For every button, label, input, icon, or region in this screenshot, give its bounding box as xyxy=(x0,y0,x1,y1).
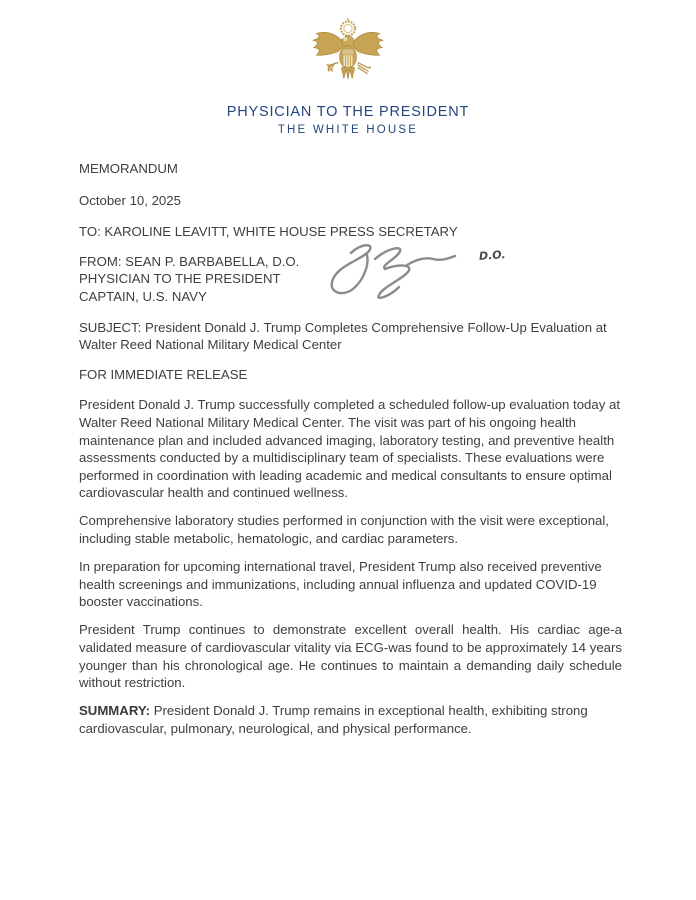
body-paragraph: President Donald J. Trump successfully completed a scheduled follow-up evaluation today at Walter Reed National Military Medical Center. The visit was part of his ongoing health maintenance plan and included advanced imaging, laboratory testing, and preventive health assessments conducted by a multidisciplinary team of specialists. These evaluations were performed in coordination with leading academic and medical consultants to ensure optimal cardiovascular health and continued wellness. xyxy=(79,397,620,501)
doc-type-heading: MEMORANDUM xyxy=(79,161,178,176)
to-line: TO: KAROLINE LEAVITT, WHITE HOUSE PRESS SECRETARY xyxy=(79,224,458,240)
letterhead-org-title: THE WHITE HOUSE xyxy=(277,124,419,136)
memo-body xyxy=(79,160,622,748)
body-paragraph: In preparation for upcoming international travel, President Trump also received preventive health screenings and immunizations, including annual influenza and updated COVID-19 booster vaccinations. xyxy=(79,559,602,610)
presidential-eagle-seal-icon xyxy=(305,16,391,96)
release-line: FOR IMMEDIATE RELEASE xyxy=(79,366,248,382)
from-rank-line: CAPTAIN, U.S. NAVY xyxy=(79,288,207,304)
signature-annotation: D.O. xyxy=(478,247,507,263)
from-block xyxy=(79,247,622,306)
body-paragraph: Comprehensive laboratory studies performed in conjunction with the visit were exceptional, including stable metabolic, hematologic, and cardiac parameters. xyxy=(79,513,609,546)
summary-paragraph xyxy=(79,702,622,737)
letterhead xyxy=(0,0,696,136)
body-paragraph: President Trump continues to demonstrate excellent overall health. His cardiac age-a validated measure of cardiovascular vitality via ECG-was found to be approximately 14 years younger than his chronological age. He continues to maintain a demanding daily schedule without restriction. xyxy=(79,622,622,691)
subject-line: SUBJECT: President Donald J. Trump Completes Comprehensive Follow-Up Evaluation at Walter Reed National Military Medical Center xyxy=(79,319,607,353)
from-line: FROM: SEAN P. BARBABELLA, D.O. xyxy=(79,253,300,269)
summary-label: SUMMARY: xyxy=(79,703,151,719)
from-title-line: PHYSICIAN TO THE PRESIDENT xyxy=(79,271,281,287)
letterhead-office-title: PHYSICIAN TO THE PRESIDENT xyxy=(226,104,470,120)
date-line: October 10, 2025 xyxy=(79,192,181,208)
summary-text: President Donald J. Trump remains in exceptional health, exhibiting strong cardiovascular, pulmonary, neurological, and physical performance. xyxy=(79,703,588,736)
